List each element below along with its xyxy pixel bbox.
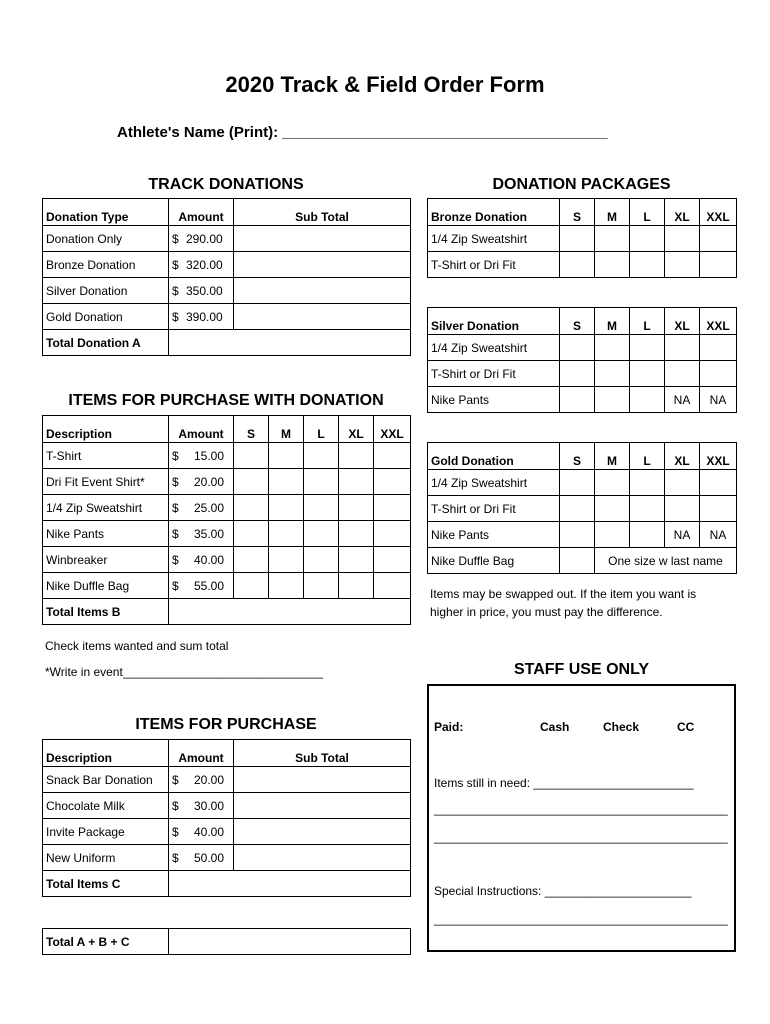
gold-donation-label: Gold Donation (428, 443, 560, 470)
size-l-cell[interactable] (630, 361, 665, 387)
header-xl: XL (665, 308, 700, 335)
size-xl-cell[interactable] (339, 573, 374, 599)
header-l: L (630, 443, 665, 470)
amount: $ 35.00 (169, 521, 234, 547)
staff-use-box (427, 684, 736, 952)
table-row (43, 495, 411, 521)
package-item: T-Shirt or Dri Fit (428, 496, 560, 522)
total-row (43, 330, 411, 356)
size-m-cell[interactable] (269, 469, 304, 495)
check-option[interactable]: Check (603, 720, 640, 734)
size-m-cell[interactable] (269, 547, 304, 573)
cc-option[interactable]: CC (677, 720, 695, 734)
table-row (43, 547, 411, 573)
header-xl: XL (665, 199, 700, 226)
table-header-row (43, 740, 411, 767)
size-m-cell[interactable] (269, 443, 304, 469)
swap-note-line-1: Items may be swapped out. If the item you want is (430, 587, 697, 601)
sub-total-cell[interactable] (234, 278, 411, 304)
size-l-cell[interactable] (630, 470, 665, 496)
size-s-cell[interactable] (234, 469, 269, 495)
track-donations-table (42, 198, 411, 356)
size-xxl-cell[interactable] (700, 361, 737, 387)
size-xxl-cell[interactable] (374, 547, 411, 573)
amount: $ 50.00 (169, 845, 234, 871)
table-row (43, 443, 411, 469)
total-donation-a-label: Total Donation A (43, 330, 169, 356)
table-row (43, 304, 411, 330)
size-l-cell[interactable] (630, 252, 665, 278)
header-l: L (630, 199, 665, 226)
amount: $ 55.00 (169, 573, 234, 599)
item-description: Nike Duffle Bag (43, 573, 169, 599)
header-m: M (595, 308, 630, 335)
size-xl-cell[interactable] (665, 226, 700, 252)
table-row (43, 819, 411, 845)
package-item: Nike Pants (428, 387, 560, 413)
total-items-c-label: Total Items C (43, 871, 169, 897)
total-items-b-label: Total Items B (43, 599, 169, 625)
header-m: M (595, 199, 630, 226)
item-description: New Uniform (43, 845, 169, 871)
swap-note-line-2: higher in price, you must pay the difference. (430, 605, 663, 619)
header-xl: XL (339, 416, 374, 443)
header-xxl: XXL (700, 308, 737, 335)
size-xxl-cell[interactable] (374, 443, 411, 469)
donation-type: Silver Donation (43, 278, 169, 304)
size-l-cell[interactable] (630, 522, 665, 548)
package-item: 1/4 Zip Sweatshirt (428, 226, 560, 252)
silver-package-table (427, 307, 737, 413)
total-items-b-cell[interactable] (169, 599, 411, 625)
size-xxl-cell[interactable] (374, 573, 411, 599)
amount: $ 390.00 (169, 304, 234, 330)
items-still-in-need-field[interactable]: Items still in need: ________________________ (434, 776, 694, 790)
size-s-cell[interactable] (560, 522, 595, 548)
size-xl-cell[interactable] (665, 252, 700, 278)
size-l-cell[interactable] (630, 387, 665, 413)
total-row (43, 599, 411, 625)
header-l: L (630, 308, 665, 335)
size-xxl-cell[interactable] (700, 226, 737, 252)
size-l-cell[interactable] (630, 335, 665, 361)
size-s-cell[interactable] (560, 361, 595, 387)
header-amount: Amount (169, 199, 234, 226)
amount: $ 320.00 (169, 252, 234, 278)
size-s-cell[interactable] (234, 547, 269, 573)
table-row (43, 573, 411, 599)
size-l-cell[interactable] (304, 521, 339, 547)
size-m-cell[interactable] (269, 495, 304, 521)
header-amount: Amount (169, 740, 234, 767)
size-xl-cell[interactable] (665, 335, 700, 361)
size-m-cell[interactable] (595, 387, 630, 413)
blank-line[interactable]: ____________________________________________ (434, 912, 728, 926)
header-s: S (560, 443, 595, 470)
package-item: 1/4 Zip Sweatshirt (428, 335, 560, 361)
item-description: Winbreaker (43, 547, 169, 573)
table-row (43, 226, 411, 252)
table-row (43, 252, 411, 278)
sub-total-cell[interactable] (234, 767, 411, 793)
size-m-cell[interactable] (595, 252, 630, 278)
header-sub-total: Sub Total (234, 199, 411, 226)
paid-label: Paid: (434, 720, 464, 734)
size-xxl-cell[interactable] (700, 470, 737, 496)
header-s: S (234, 416, 269, 443)
size-m-cell[interactable] (595, 335, 630, 361)
grand-total-label: Total A + B + C (43, 929, 169, 955)
size-s-cell[interactable] (560, 252, 595, 278)
total-row (43, 871, 411, 897)
total-donation-a-cell[interactable] (169, 330, 411, 356)
na-cell: NA (700, 387, 737, 413)
size-s-cell[interactable] (234, 495, 269, 521)
header-m: M (269, 416, 304, 443)
size-s-cell[interactable] (234, 573, 269, 599)
header-sub-total: Sub Total (234, 740, 411, 767)
table-row (428, 335, 737, 361)
table-row (428, 361, 737, 387)
sub-total-cell[interactable] (234, 845, 411, 871)
size-xxl-cell[interactable] (700, 335, 737, 361)
item-description: Chocolate Milk (43, 793, 169, 819)
header-s: S (560, 308, 595, 335)
na-cell: NA (665, 387, 700, 413)
table-row (43, 767, 411, 793)
items-for-purchase-title: ITEMS FOR PURCHASE (135, 716, 317, 733)
size-l-cell[interactable] (630, 226, 665, 252)
size-xl-cell[interactable] (339, 469, 374, 495)
header-m: M (595, 443, 630, 470)
table-header-row (428, 199, 737, 226)
header-xl: XL (665, 443, 700, 470)
table-header-row (43, 416, 411, 443)
items-with-donation-table (42, 415, 411, 625)
package-item: T-Shirt or Dri Fit (428, 252, 560, 278)
size-xl-cell[interactable] (339, 547, 374, 573)
table-row (428, 548, 737, 574)
sub-total-cell[interactable] (234, 226, 411, 252)
header-description: Description (43, 416, 169, 443)
size-s-cell[interactable] (234, 521, 269, 547)
grand-total-row (43, 929, 411, 955)
size-s-cell[interactable] (234, 443, 269, 469)
table-row (428, 226, 737, 252)
item-description: Invite Package (43, 819, 169, 845)
item-description: Dri Fit Event Shirt* (43, 469, 169, 495)
silver-donation-label: Silver Donation (428, 308, 560, 335)
table-row (43, 469, 411, 495)
grand-total-table (42, 928, 411, 955)
sub-total-cell[interactable] (234, 819, 411, 845)
bronze-package-table (427, 198, 737, 278)
table-row (43, 278, 411, 304)
track-donations-title: TRACK DONATIONS (148, 176, 304, 193)
items-for-purchase-table (42, 739, 411, 897)
gold-package-table (427, 442, 737, 574)
table-row (43, 521, 411, 547)
size-s-cell[interactable] (560, 226, 595, 252)
size-s-cell[interactable] (560, 387, 595, 413)
blank-line[interactable]: ____________________________________________ (434, 830, 728, 844)
sub-total-cell[interactable] (234, 793, 411, 819)
size-s-cell[interactable] (560, 470, 595, 496)
donation-type: Gold Donation (43, 304, 169, 330)
header-xxl: XXL (700, 443, 737, 470)
size-m-cell[interactable] (595, 470, 630, 496)
size-m-cell[interactable] (269, 573, 304, 599)
size-l-cell[interactable] (630, 496, 665, 522)
write-in-event-field[interactable]: *Write in event______________________________ (45, 665, 324, 679)
table-row (428, 522, 737, 548)
item-description: 1/4 Zip Sweatshirt (43, 495, 169, 521)
table-header-row (428, 308, 737, 335)
cash-option[interactable]: Cash (540, 720, 570, 734)
package-item: 1/4 Zip Sweatshirt (428, 470, 560, 496)
size-xxl-cell[interactable] (374, 469, 411, 495)
size-xl-cell[interactable] (665, 470, 700, 496)
table-row (428, 496, 737, 522)
sub-total-cell[interactable] (234, 252, 411, 278)
items-with-donation-title: ITEMS FOR PURCHASE WITH DONATION (68, 392, 384, 409)
amount: $ 15.00 (169, 443, 234, 469)
amount: $ 40.00 (169, 547, 234, 573)
amount: $ 350.00 (169, 278, 234, 304)
size-xxl-cell[interactable] (700, 252, 737, 278)
one-size-note: One size w last name (595, 548, 737, 574)
header-description: Description (43, 740, 169, 767)
header-xxl: XXL (700, 199, 737, 226)
athlete-name-field[interactable]: Athlete's Name (Print): _______________________________________ (117, 124, 608, 141)
size-xl-cell[interactable] (665, 496, 700, 522)
header-donation-type: Donation Type (43, 199, 169, 226)
bronze-donation-label: Bronze Donation (428, 199, 560, 226)
na-cell: NA (665, 522, 700, 548)
header-l: L (304, 416, 339, 443)
size-xxl-cell[interactable] (374, 495, 411, 521)
size-m-cell[interactable] (269, 521, 304, 547)
table-row (428, 252, 737, 278)
size-l-cell[interactable] (304, 573, 339, 599)
size-s-cell[interactable] (560, 496, 595, 522)
grand-total-cell[interactable] (169, 929, 411, 955)
table-row (428, 387, 737, 413)
size-cell[interactable] (560, 548, 595, 574)
amount: $ 20.00 (169, 469, 234, 495)
package-item: Nike Duffle Bag (428, 548, 560, 574)
size-xl-cell[interactable] (339, 443, 374, 469)
size-l-cell[interactable] (304, 495, 339, 521)
staff-use-title: STAFF USE ONLY (513, 661, 650, 678)
size-m-cell[interactable] (595, 226, 630, 252)
size-l-cell[interactable] (304, 443, 339, 469)
size-s-cell[interactable] (560, 335, 595, 361)
size-xl-cell[interactable] (339, 521, 374, 547)
donation-type: Bronze Donation (43, 252, 169, 278)
table-header-row (43, 199, 411, 226)
na-cell: NA (700, 522, 737, 548)
table-row (43, 845, 411, 871)
size-xl-cell[interactable] (665, 361, 700, 387)
table-header-row (428, 443, 737, 470)
size-m-cell[interactable] (595, 496, 630, 522)
blank-line[interactable]: ____________________________________________ (434, 802, 728, 816)
amount: $ 20.00 (169, 767, 234, 793)
amount: $ 30.00 (169, 793, 234, 819)
table-row (43, 793, 411, 819)
size-m-cell[interactable] (595, 361, 630, 387)
size-xxl-cell[interactable] (700, 496, 737, 522)
size-l-cell[interactable] (304, 469, 339, 495)
table-row (428, 470, 737, 496)
donation-type: Donation Only (43, 226, 169, 252)
item-description: Nike Pants (43, 521, 169, 547)
size-xl-cell[interactable] (339, 495, 374, 521)
header-xxl: XXL (374, 416, 411, 443)
total-items-c-cell[interactable] (169, 871, 411, 897)
amount: $ 25.00 (169, 495, 234, 521)
donation-packages-title: DONATION PACKAGES (492, 176, 671, 193)
special-instructions-field[interactable]: Special Instructions: ______________________ (434, 884, 692, 898)
size-l-cell[interactable] (304, 547, 339, 573)
header-amount: Amount (169, 416, 234, 443)
page-title: 2020 Track & Field Order Form (225, 72, 545, 97)
amount: $ 290.00 (169, 226, 234, 252)
item-description: T-Shirt (43, 443, 169, 469)
item-description: Snack Bar Donation (43, 767, 169, 793)
check-items-note: Check items wanted and sum total (45, 639, 229, 653)
sub-total-cell[interactable] (234, 304, 411, 330)
package-item: T-Shirt or Dri Fit (428, 361, 560, 387)
size-m-cell[interactable] (595, 522, 630, 548)
header-s: S (560, 199, 595, 226)
amount: $ 40.00 (169, 819, 234, 845)
package-item: Nike Pants (428, 522, 560, 548)
size-xxl-cell[interactable] (374, 521, 411, 547)
